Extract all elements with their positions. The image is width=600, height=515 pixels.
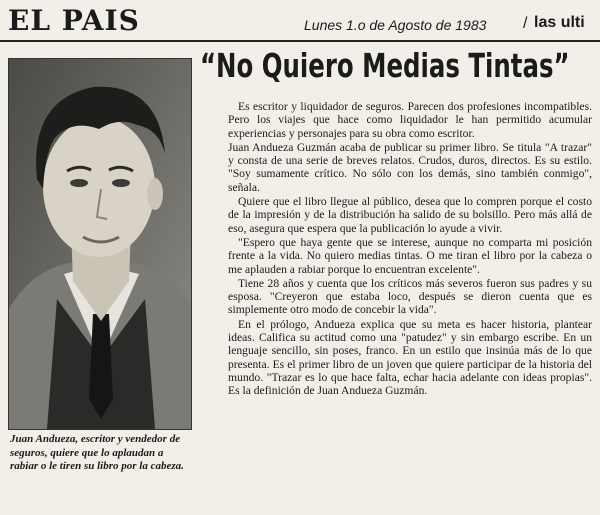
masthead-separator: / xyxy=(523,15,528,32)
masthead xyxy=(0,0,600,42)
article-headline: “No Quiero Medias Tintas” xyxy=(200,46,570,85)
article-paragraph: En el prólogo, Andueza explica que su meta es hacer historia, plantear ideas. Califica su actitud como una "patudez" y sin embargo escribe. En un lenguaje sencillo, sin poses, franco. En un estilo que insinúa más de lo que presenta. Es el primer libro de un joven que quiere participar de la historia del mundo. "Trazar es lo que hace falta, echar hacia adelante con ideas propias". Es la definición de Juan Andueza Guzmán. xyxy=(228,317,592,398)
source-paper-name: las ulti xyxy=(534,14,585,31)
article-paragraph: Quiere que el libro llegue al público, desea que lo compren porque el costo de la impresión y de la distribución ha salido de su bolsillo. Pero más allá de eso, asegura que espera que la publicación lo ayude a vivir. xyxy=(228,195,592,235)
portrait-image xyxy=(9,59,191,429)
article-paragraph: "Espero que haya gente que se interese, aunque no comparta mi posición frente a la vida. No quiero medias tintas. O me tiran el libro por la cabeza o me aplauden a rabiar porque lo encuentran excelente". xyxy=(228,235,592,276)
newspaper-name: EL PAIS xyxy=(8,4,140,37)
article-paragraph: Tiene 28 años y cuenta que los críticos más severos fueron sus padres y su esposa. "Creyeron que estaba loco, después se dieron cuenta que es simplemente otro modo de concebir la vida". xyxy=(228,276,592,317)
photo-caption: Juan Andueza, escritor y vendedor de seguros, quiere que lo aplaudan a rabiar o le tiren su libro por la cabeza. xyxy=(10,433,184,472)
article-paragraph: Es escritor y liquidador de seguros. Parecen dos profesiones incompatibles. Pero los viajes que hace como liquidador le han permitido acumular experiencias y personajes para su obra como escritor. xyxy=(228,100,592,140)
author-photo xyxy=(8,58,192,430)
publication-date: Lunes 1.o de Agosto de 1983 xyxy=(304,17,487,33)
article-paragraph: Juan Andueza Guzmán acaba de publicar su primer libro. Se titula "A trazar" y consta de una serie de breves relatos. Crudos, duros, directos. Es su estilo. "Soy sumamente crítico. No sólo con los demás, sino también conmigo", señala. xyxy=(228,140,592,194)
article-body xyxy=(228,100,592,399)
